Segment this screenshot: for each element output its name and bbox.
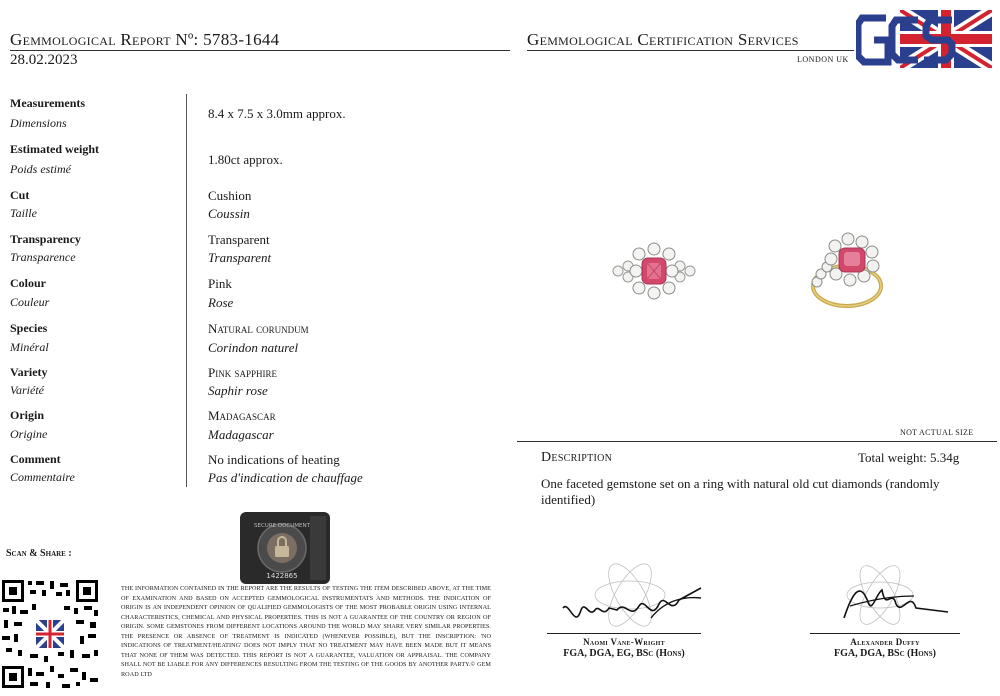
- ring-side-view-image: [805, 230, 900, 312]
- signatory-1-name: Naomi Vane-Wright: [583, 637, 665, 647]
- value-variety-fr: Saphir rose: [208, 383, 268, 398]
- label-variety: Variety: [10, 365, 48, 379]
- gcs-logo-icon: [856, 10, 992, 68]
- signatory-1-qualifications: FGA, DGA, EG, BSc (Hons): [563, 648, 685, 659]
- label-transparency: Transparency: [10, 232, 81, 246]
- signatory-2-qualifications: FGA, DGA, BSc (Hons): [834, 648, 936, 659]
- value-comment-fr: Pas d'indication de chauffage: [208, 470, 363, 485]
- ring-top-view-image: [608, 240, 700, 302]
- hologram-top-text: SECURE DOCUMENT: [253, 523, 311, 529]
- description-title: Description: [541, 450, 613, 465]
- value-species: Natural corundum: [208, 321, 309, 336]
- label-transparency-fr: Transparence: [10, 250, 76, 264]
- scan-share-label: Scan & Share :: [6, 548, 72, 559]
- value-variety: Pink sapphire: [208, 365, 277, 380]
- label-cut: Cut: [10, 188, 30, 202]
- fields-divider: [186, 94, 187, 487]
- label-comment-fr: Commentaire: [10, 470, 75, 484]
- value-cut-fr: Coussin: [208, 206, 250, 221]
- qr-code-icon[interactable]: [0, 578, 100, 690]
- label-colour-fr: Couleur: [10, 295, 50, 309]
- signature-naomi-image: [555, 560, 705, 630]
- value-colour: Pink: [208, 276, 232, 291]
- total-weight: Total weight: 5.34g: [858, 450, 960, 465]
- label-variety-fr: Variété: [10, 383, 44, 397]
- company-location: LONDON UK: [797, 55, 849, 64]
- label-measurements: Measurements: [10, 96, 86, 110]
- label-weight: Estimated weight: [10, 142, 99, 156]
- value-species-fr: Corindon naturel: [208, 340, 299, 355]
- value-origin: Madagascar: [208, 408, 276, 423]
- label-origin: Origin: [10, 408, 45, 422]
- value-transparency: Transparent: [208, 232, 270, 247]
- value-comment: No indications of heating: [208, 452, 340, 467]
- signature-rule-1: [547, 633, 701, 634]
- hologram-serial: 1422865: [266, 572, 298, 580]
- label-measurements-fr: Dimensions: [10, 116, 67, 130]
- company-rule: [527, 50, 854, 51]
- label-species: Species: [10, 321, 48, 335]
- signatory-2-name: Alexander Duffy: [850, 637, 920, 647]
- label-weight-fr: Poids estimé: [10, 162, 71, 176]
- value-measurements: 8.4 x 7.5 x 3.0mm approx.: [208, 106, 346, 121]
- security-hologram-icon: [240, 512, 330, 584]
- report-title: Gemmological Report Nº: 5783-1644: [10, 30, 280, 49]
- value-transparency-fr: Transparent: [208, 250, 272, 265]
- label-comment: Comment: [10, 452, 61, 466]
- header-rule: [10, 50, 510, 51]
- label-cut-fr: Taille: [10, 206, 37, 220]
- value-weight: 1.80ct approx.: [208, 152, 283, 167]
- value-cut: Cushion: [208, 188, 252, 203]
- report-date: 28.02.2023: [10, 52, 78, 68]
- description-rule: [517, 441, 997, 442]
- signature-alexander-image: [830, 560, 950, 630]
- label-species-fr: Minéral: [10, 340, 49, 354]
- label-origin-fr: Origine: [10, 427, 48, 441]
- description-text: One faceted gemstone set on a ring with natural old cut diamonds (randomly identified): [541, 476, 940, 507]
- not-actual-size-note: NOT ACTUAL SIZE: [900, 428, 974, 437]
- value-origin-fr: Madagascar: [208, 427, 274, 442]
- value-colour-fr: Rose: [208, 295, 234, 310]
- company-name: Gemmological Certification Services: [527, 30, 799, 49]
- signature-rule-2: [810, 633, 960, 634]
- label-colour: Colour: [10, 276, 46, 290]
- disclaimer-text: THE INFORMATION CONTAINED IN THE REPORT ARE THE RESULTS OF TESTING THE ITEM DESCRIBED ABOVE, AT THE TIME OF EXAMINATION AND BASED ON ACCEPTED GEMMOLOGICAL INSTRUMENTATS AND METHODS. THE INDICATION OF ORIGIN IS AN INDEPENDENT OPINION OF QUALIFIED GEMMOLOGISTS OF THE MOST PROBABLE ORIGIN USING INTERNAL CHARACTERISTICS, CHEMICAL AND PHYSICAL PROPERTIES. THIS IS NOT A GUARANTEE OF THE COUNTRY OR REGION OF ORIGIN. SOME GEMSTONES FROM DIFFERENT LOCATIONS AROUND THE WORLD MAY SHARE VERY SIMILAR PROPERTIES. THE PRESENCE OR ABSENCE OF TREATMENT IS INDICATED (WHENEVER POSSIBLE), BUT THE INSCRIPTION: 'NO INDICATIONS OF TREATMENT/HEATING' DOES NOT IMPLY THAT NO TREATMENT MAY HAVE BEEN MADE BUT IT MEANS THAT NONE OF THEM WAS DETECTED. THIS REPORT IS NOT A GUARANTEE, VALUATION OR APPRAISAL. THE COMPANY SHALL NOT BE LIABLE FOR ANY DIFFERENCES RESULTING FROM THE TESTING OF THE GOODS BY ANOTHER PARTY.© GEM ROAD LTD: [121, 585, 491, 678]
